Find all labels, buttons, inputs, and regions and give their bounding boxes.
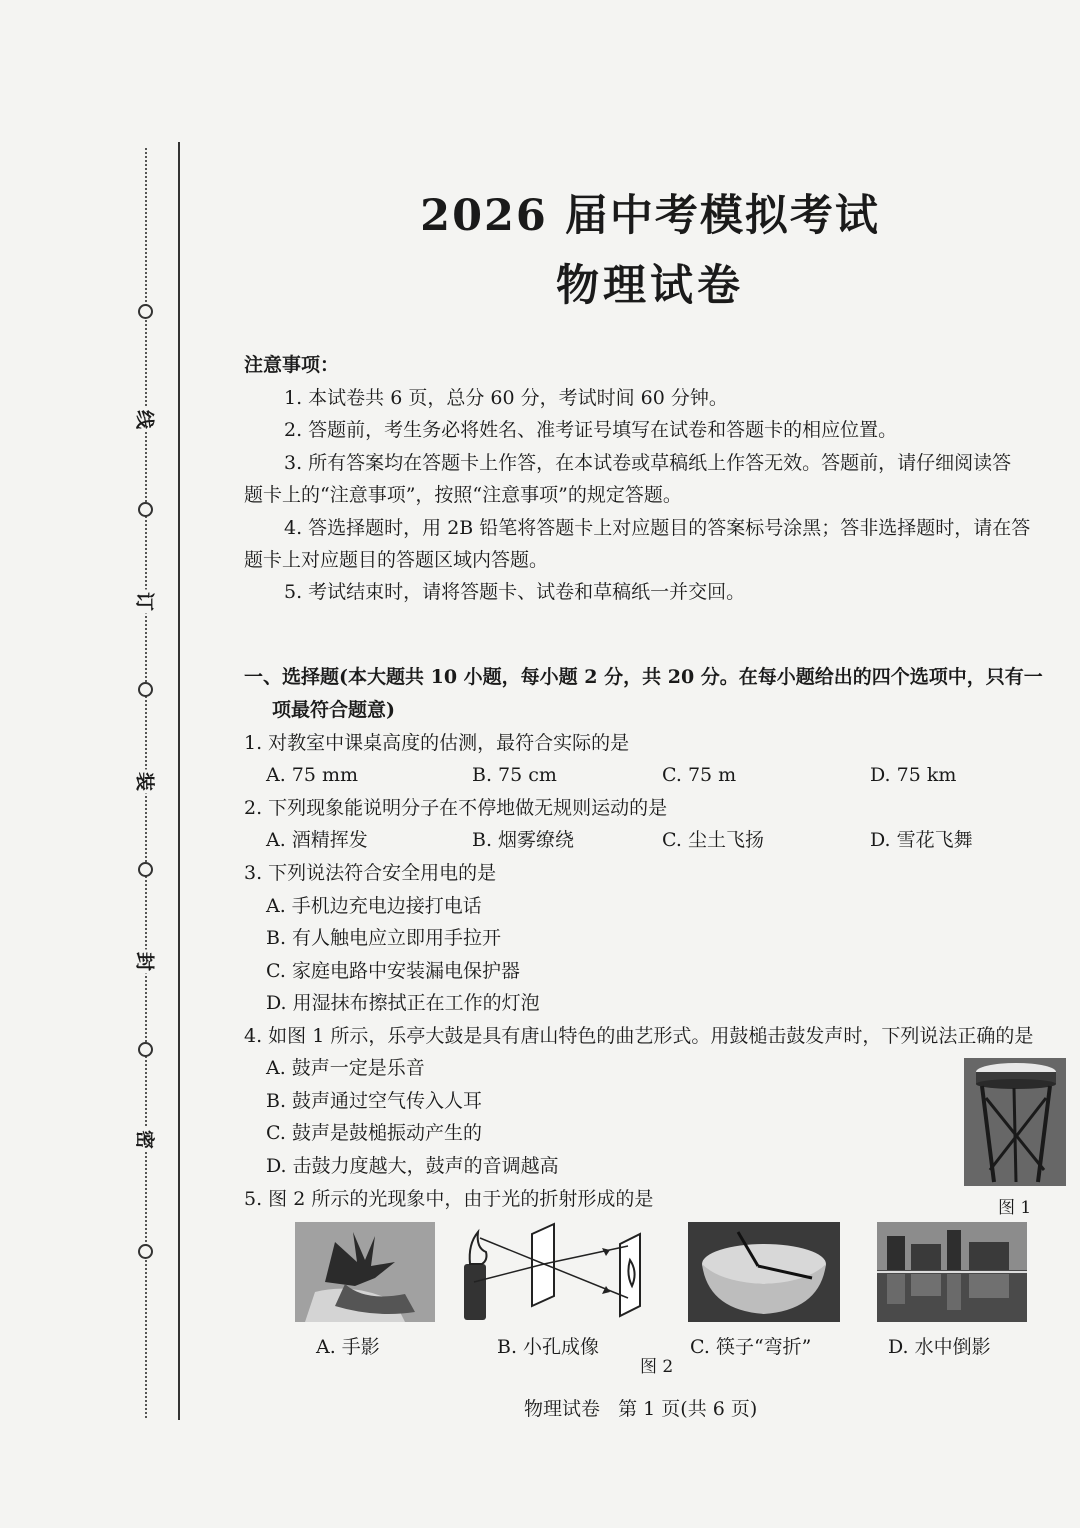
question-option: D. 75 km xyxy=(870,764,957,786)
notice-line: 题卡上的“注意事项”，按照“注意事项”的规定答题。 xyxy=(244,484,682,506)
binding-hole-icon xyxy=(138,862,153,877)
binding-char: 订 xyxy=(133,590,160,614)
page-footer: 物理试卷 第 1 页(共 6 页) xyxy=(524,1398,758,1420)
question-option: A. 75 mm xyxy=(266,764,359,786)
question-option: D. 击鼓力度越大，鼓声的音调越高 xyxy=(266,1155,559,1177)
question-option: A. 手机边充电边接打电话 xyxy=(266,895,482,917)
section-heading-cont: 项最符合题意) xyxy=(272,699,395,721)
notice-line: 5. 考试结束时，请将答题卡、试卷和草稿纸一并交回。 xyxy=(284,581,746,603)
question-option: D. 用湿抹布擦拭正在工作的灯泡 xyxy=(266,992,540,1014)
question-option: C. 家庭电路中安装漏电保护器 xyxy=(266,960,520,982)
question-option: D. 雪花飞舞 xyxy=(870,829,973,851)
notice-heading: 注意事项： xyxy=(244,354,340,376)
figure-2d-caption: D. 水中倒影 xyxy=(888,1336,991,1358)
question-stem: 2. 下列现象能说明分子在不停地做无规则运动的是 xyxy=(244,797,668,819)
figure-2b-caption: B. 小孔成像 xyxy=(497,1336,600,1358)
notice-line: 4. 答选择题时，用 2B 铅笔将答题卡上对应题目的答案标号涂黑；答非选择题时，请在答 xyxy=(284,517,1031,539)
binding-hole-icon xyxy=(138,1244,153,1259)
figure-1-drum-image xyxy=(964,1058,1066,1186)
exam-title: 2026 届中考模拟考试 xyxy=(420,191,880,241)
figure-2a-caption: A. 手影 xyxy=(316,1336,380,1358)
question-stem: 1. 对教室中课桌高度的估测，最符合实际的是 xyxy=(244,732,630,754)
figure-2-label: 图 2 xyxy=(640,1357,674,1377)
figure-1-caption: 图 1 xyxy=(998,1198,1032,1218)
notice-line: 题卡上对应题目的答题区域内答题。 xyxy=(244,549,549,571)
binding-char: 装 xyxy=(133,770,160,794)
question-option: B. 有人触电应立即用手拉开 xyxy=(266,927,502,949)
binding-hole-icon xyxy=(138,502,153,517)
question-option: A. 鼓声一定是乐音 xyxy=(266,1057,425,1079)
question-stem: 5. 图 2 所示的光现象中，由于光的折射形成的是 xyxy=(244,1188,654,1210)
notice-line: 2. 答题前，考生务必将姓名、准考证号填写在试卷和答题卡的相应位置。 xyxy=(284,419,898,441)
figure-2c-chopsticks-bowl-image xyxy=(688,1222,840,1322)
question-option: C. 鼓声是鼓槌振动产生的 xyxy=(266,1122,482,1144)
binding-char: 密 xyxy=(133,1128,160,1152)
question-option: B. 鼓声通过空气传入人耳 xyxy=(266,1090,483,1112)
binding-char: 封 xyxy=(133,950,160,974)
notice-line: 1. 本试卷共 6 页，总分 60 分，考试时间 60 分钟。 xyxy=(284,387,728,409)
binding-char: 线 xyxy=(133,408,160,432)
figure-2a-hand-shadow-image xyxy=(295,1222,435,1322)
notice-line: 3. 所有答案均在答题卡上作答，在本试卷或草稿纸上作答无效。答题前，请仔细阅读答 xyxy=(284,452,1012,474)
question-option: A. 酒精挥发 xyxy=(266,829,368,851)
question-option: B. 烟雾缭绕 xyxy=(472,829,575,851)
question-stem: 3. 下列说法符合安全用电的是 xyxy=(244,862,497,884)
figure-2b-pinhole-diagram xyxy=(460,1222,665,1322)
question-option: B. 75 cm xyxy=(472,764,557,786)
question-option: C. 尘土飞扬 xyxy=(662,829,764,851)
question-option: C. 75 m xyxy=(662,764,737,786)
figure-2c-caption: C. 筷子“弯折” xyxy=(690,1336,812,1358)
binding-rule-line xyxy=(178,142,180,1420)
binding-hole-icon xyxy=(138,682,153,697)
figure-2d-water-reflection-image xyxy=(877,1222,1027,1322)
question-stem: 4. 如图 1 所示，乐亭大鼓是具有唐山特色的曲艺形式。用鼓槌击鼓发声时，下列说法正确的是 xyxy=(244,1025,1034,1047)
section-heading: 一、选择题(本大题共 10 小题，每小题 2 分，共 20 分。在每小题给出的四个选项中，只有一 xyxy=(244,666,1043,688)
binding-hole-icon xyxy=(138,1042,153,1057)
exam-subject: 物理试卷 xyxy=(556,261,744,311)
